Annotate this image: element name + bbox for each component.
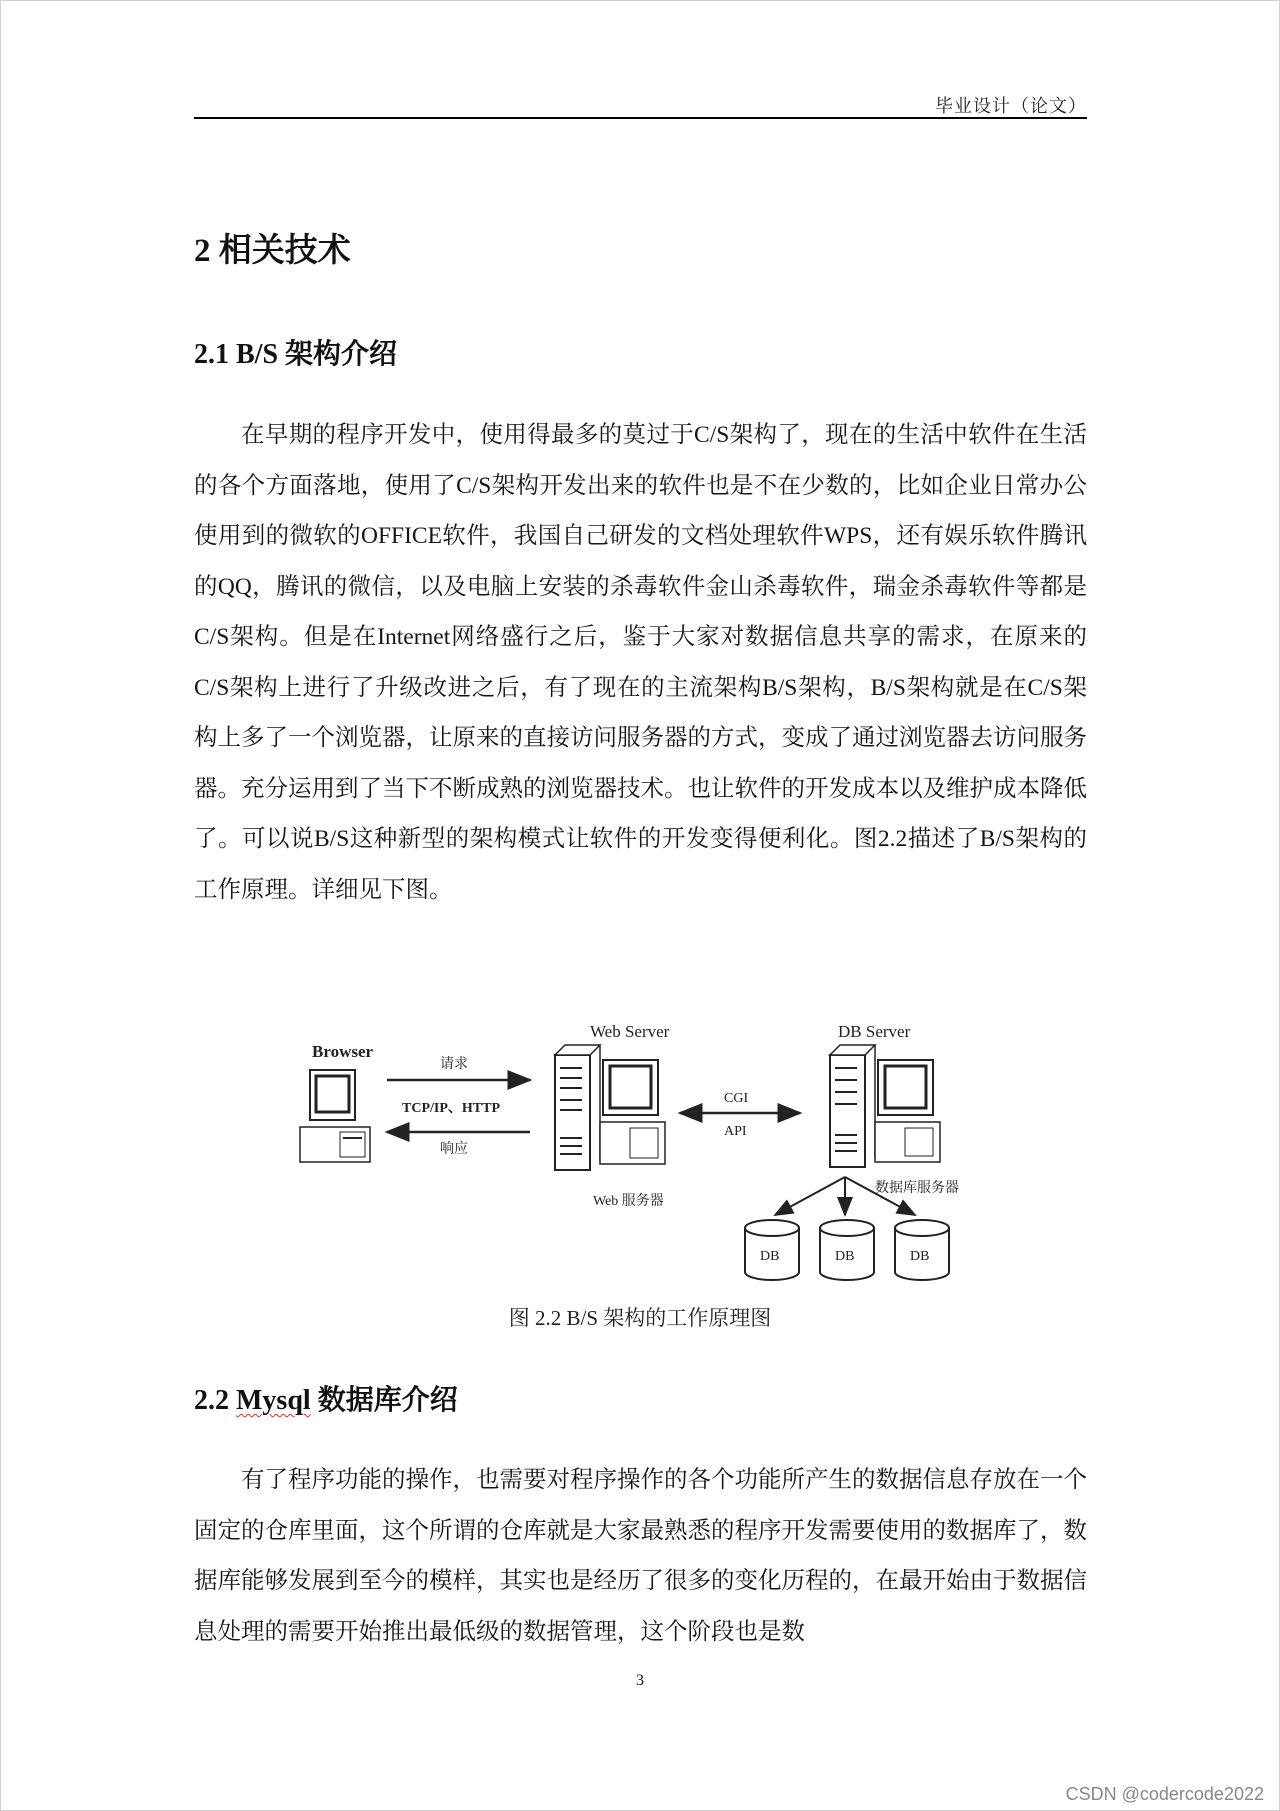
chapter-title: 2 相关技术 [194, 233, 351, 269]
watermark: CSDN @codercode2022 [1065, 1784, 1264, 1804]
db-server-cn-label: 数据库服务器 [875, 1181, 959, 1196]
cgi-label: CGI [724, 1091, 749, 1106]
section-number: 2.2 [194, 1385, 236, 1416]
header-rule [194, 117, 1087, 119]
web-server-cn-label: Web 服务器 [593, 1194, 664, 1209]
page-number: 3 [636, 1672, 644, 1689]
section-title-text: 数据库介绍 [310, 1385, 458, 1416]
section-title-2-2 [194, 1378, 458, 1418]
db-label-3: DB [910, 1249, 930, 1264]
api-label: API [724, 1124, 747, 1139]
web-server-label: Web Server [590, 1022, 670, 1041]
protocol-label: TCP/IP、HTTP [402, 1101, 501, 1116]
db-label-2: DB [835, 1249, 855, 1264]
web-server-icon [555, 1045, 665, 1170]
section-title-2-1: 2.1 B/S 架构介绍 [194, 339, 398, 370]
request-label: 请求 [440, 1057, 468, 1072]
db-server-label: DB Server [838, 1022, 911, 1041]
response-label: 响应 [440, 1142, 468, 1157]
browser-computer-icon [300, 1070, 370, 1162]
browser-label: Browser [312, 1042, 374, 1061]
paragraph-bs-architecture: 在早期的程序开发中，使用得最多的莫过于C/S架构了，现在的生活中软件在生活的各个方面落地，使用了C/S架构开发出来的软件也是不在少数的，比如企业日常办公使用到的微软的OFFICE软件，我国自己研发的文档处理软件WPS，还有娱乐软件腾讯的QQ，腾讯的微信，以及电脑上安装的杀毒软件金山杀毒软件，瑞金杀毒软件等都是C/S架构。但是在Internet网络盛行之后，鉴于大家对数据信息共享的需求，在原来的C/S架构上进行了升级改进之后，有了现在的主流架构B/S架构，B/S架构就是在C/S架构上多了一个浏览器，让原来的直接访问服务器的方式，变成了通过浏览器去访问服务器。充分运用到了当下不断成熟的浏览器技术。也让软件的开发成本以及维护成本降低了。可以说B/S这种新型的架构模式让软件的开发变得便利化。图2.2描述了B/S架构的工作原理。详细见下图。 [194, 422, 1087, 903]
spellcheck-word: Mysql [236, 1385, 311, 1416]
paragraph-mysql: 有了程序功能的操作，也需要对程序操作的各个功能所产生的数据信息存放在一个固定的仓库里面，这个所谓的仓库就是大家最熟悉的程序开发需要使用的数据库了，数据库能够发展到至今的模样，其实也是经历了很多的变化历程的，在最开始由于数据信息处理的需要开始推出最低级的数据管理，这个阶段也是数 [194, 1467, 1087, 1645]
bs-architecture-diagram [290, 1010, 990, 1290]
running-header: 毕业设计（论文） [935, 96, 1087, 116]
figure-caption: 图 2.2 B/S 架构的工作原理图 [508, 1306, 772, 1330]
db-server-icon [830, 1045, 940, 1167]
db-label-1: DB [760, 1249, 780, 1264]
